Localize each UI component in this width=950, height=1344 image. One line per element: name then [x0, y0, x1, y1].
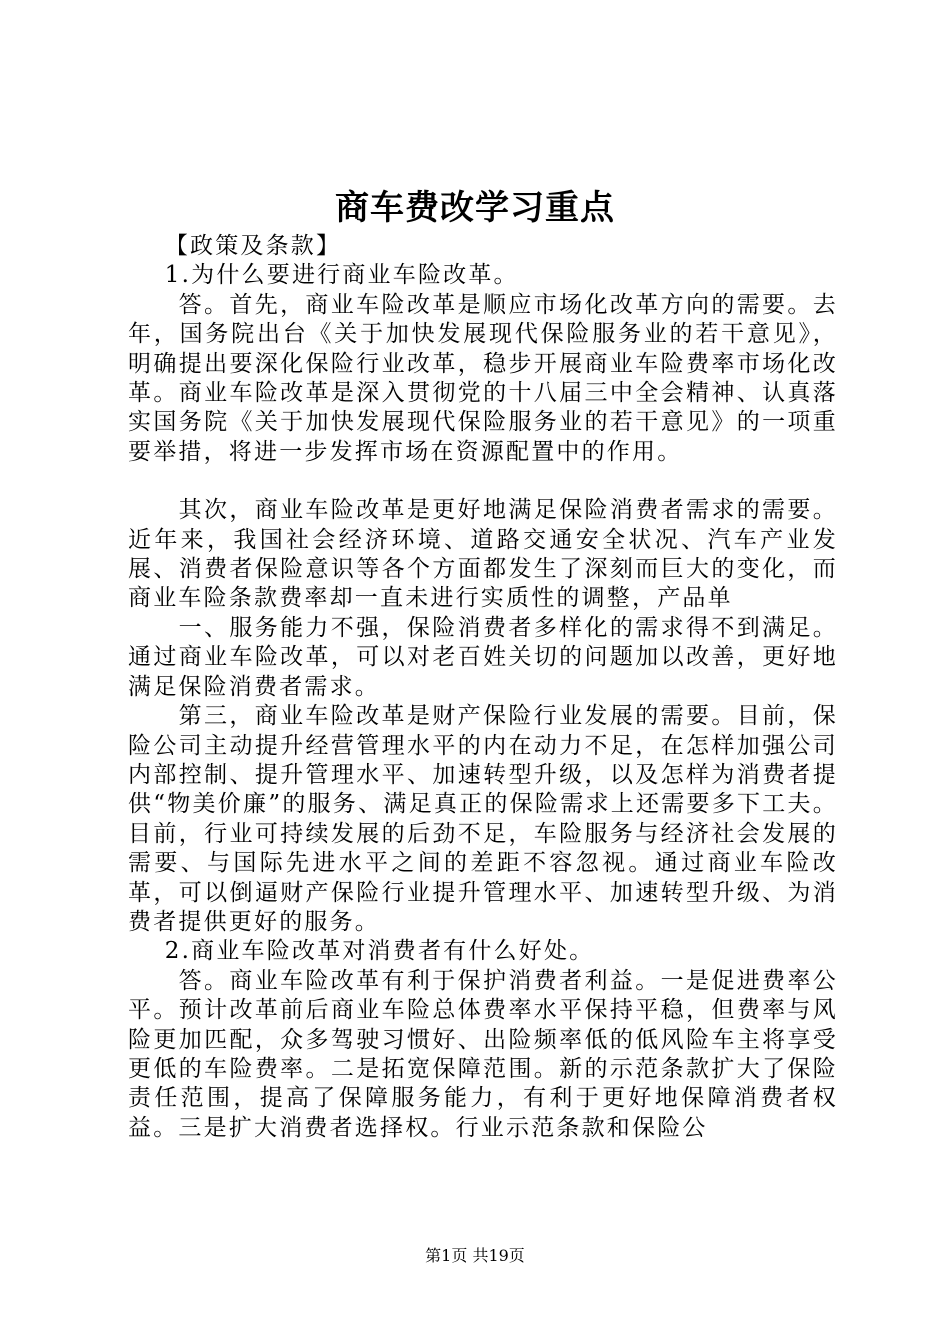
body-paragraph: 答。首先，商业车险改革是顺应市场化改革方向的需要。去年，国务院出台《关于加快发展现代保险服务业的若干意见》，明确提出要深化保险行业改革，稳步开展商业车险费率市场化改革。商业车险改革是深入贯彻党的十八届三中全会精神、认真落实国务院《关于加快发展现代保险服务业的若干意见》的一项重要举措，将进一步发挥市场在资源配置中的作用。 — [128, 291, 838, 465]
body-paragraph: 一、服务能力不强，保险消费者多样化的需求得不到满足。通过商业车险改革，可以对老百姓关切的问题加以改善，更好地满足保险消费者需求。 — [128, 614, 838, 700]
document-body — [128, 232, 838, 1143]
body-paragraph: 答。商业车险改革有利于保护消费者利益。一是促进费率公平。预计改革前后商业车险总体费率水平保持平稳，但费率与风险更加匹配，众多驾驶习惯好、出险频率低的低风险车主将享受更低的车险费率。二是拓宽保障范围。新的示范条款扩大了保险责任范围，提高了保障服务能力，有利于更好地保障消费者权益。三是扩大消费者选择权。行业示范条款和保险公 — [128, 967, 838, 1141]
question-heading: 2.商业车险改革对消费者有什么好处。 — [164, 938, 595, 965]
document-title: 商车费改学习重点 — [335, 188, 615, 228]
page-footer: 第1页 共19页 — [425, 1246, 525, 1265]
body-paragraph: 第三，商业车险改革是财产保险行业发展的需要。目前，保险公司主动提升经营管理水平的内在动力不足，在怎样加强公司内部控制、提升管理水平、加速转型升级，以及怎样为消费者提供“物美价廉”的服务、满足真正的保险需求上还需要多下工夫。目前，行业可持续发展的后劲不足，车险服务与经济社会发展的需要、与国际先进水平之间的差距不容忽视。通过商业车险改革，可以倒逼财产保险行业提升管理水平、加速转型升级、为消费者提供更好的服务。 — [128, 703, 838, 935]
question-heading: 1.为什么要进行商业车险改革。 — [164, 262, 519, 289]
section-label: 【政策及条款】 — [164, 233, 342, 259]
body-paragraph: 其次，商业车险改革是更好地满足保险消费者需求的需要。近年来，我国社会经济环境、道路交通安全状况、汽车产业发展、消费者保险意识等各个方面都发生了深刻而巨大的变化，而商业车险条款费率却一直未进行实质性的调整，产品单 — [128, 497, 838, 612]
